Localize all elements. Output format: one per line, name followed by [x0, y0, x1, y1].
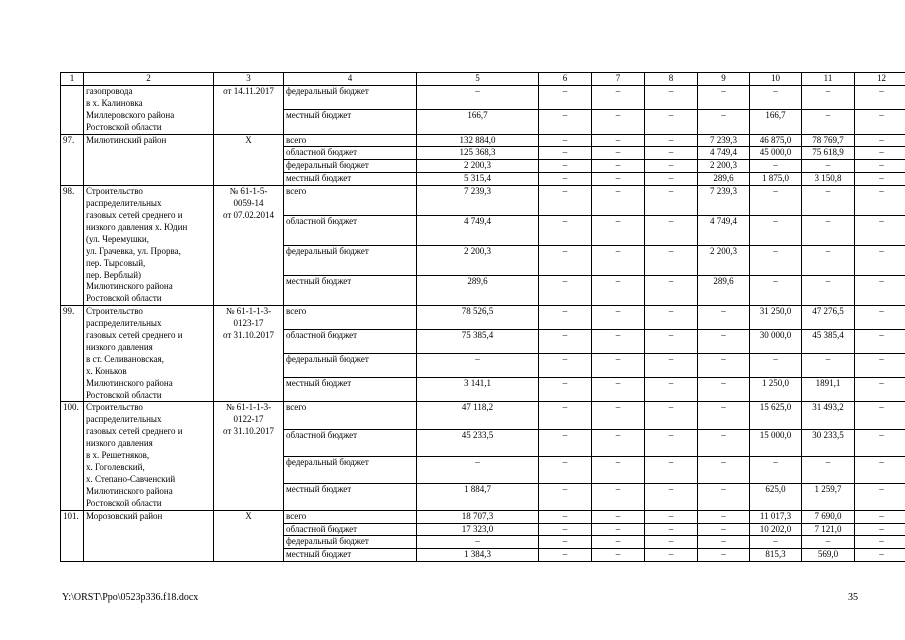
funding-source: федеральный бюджет [284, 85, 417, 109]
funding-source: федеральный бюджет [284, 536, 417, 549]
header-cell: 4 [284, 73, 417, 86]
amount-cell: – [592, 134, 645, 147]
amount-cell: 47 276,5 [802, 306, 855, 330]
amount-cell: – [539, 378, 592, 402]
amount-cell: – [645, 160, 698, 173]
amount-cell: – [750, 246, 802, 276]
amount-cell: – [539, 510, 592, 523]
object-name-line: Строительство [86, 186, 143, 197]
funding-source: всего [284, 186, 417, 216]
amount-cell: – [539, 276, 592, 306]
amount-cell: 1 259,7 [802, 483, 855, 510]
amount-cell: – [802, 160, 855, 173]
amount-cell: – [592, 330, 645, 354]
table-row [61, 186, 905, 216]
funding-source: областной бюджет [284, 330, 417, 354]
footer-page-number: 35 [848, 592, 858, 603]
amount-cell: 31 250,0 [750, 306, 802, 330]
amount-cell: – [802, 456, 855, 483]
amount-cell: – [802, 85, 855, 109]
amount-cell: – [539, 402, 592, 429]
document-reference [214, 85, 284, 134]
amount-cell: 132 884,0 [417, 134, 539, 147]
amount-cell: 4 749,4 [417, 216, 539, 246]
funding-source: федеральный бюджет [284, 456, 417, 483]
amount-cell: 625,0 [750, 483, 802, 510]
header-cell: 11 [802, 73, 855, 86]
object-name-line: (ул. Черемушки, [86, 233, 149, 244]
amount-cell: – [855, 429, 905, 456]
amount-cell: – [855, 456, 905, 483]
header-cell: 12 [855, 73, 905, 86]
amount-cell: – [698, 402, 750, 429]
amount-cell: – [855, 483, 905, 510]
amount-cell: – [645, 510, 698, 523]
funding-source: местный бюджет [284, 173, 417, 186]
amount-cell: – [855, 147, 905, 160]
table-row [61, 134, 905, 147]
amount-cell: – [698, 85, 750, 109]
object-name-line: распределительных [86, 318, 162, 329]
amount-cell: – [750, 276, 802, 306]
amount-cell: 2 200,3 [698, 160, 750, 173]
amount-cell: – [539, 306, 592, 330]
document-reference-line: от 14.11.2017 [223, 85, 274, 96]
header-cell: 10 [750, 73, 802, 86]
object-name-line: распределительных [86, 414, 162, 425]
amount-cell: – [855, 510, 905, 523]
amount-cell: 18 707,3 [417, 510, 539, 523]
amount-cell: – [645, 110, 698, 134]
amount-cell: – [645, 134, 698, 147]
object-name-line: Строительство [86, 306, 143, 317]
amount-cell: – [592, 510, 645, 523]
amount-cell: 75 385,4 [417, 330, 539, 354]
table-row [61, 85, 905, 109]
amount-cell: 78 769,7 [802, 134, 855, 147]
amount-cell: – [698, 429, 750, 456]
object-name-line: пер. Тырсовый, [86, 257, 146, 268]
object-name-line: газопровода [86, 85, 133, 96]
amount-cell: 815,3 [750, 549, 802, 562]
item-number: 98. [61, 186, 84, 306]
amount-cell: – [855, 330, 905, 354]
table-row [61, 306, 905, 330]
amount-cell: – [539, 186, 592, 216]
amount-cell: – [592, 402, 645, 429]
amount-cell: – [750, 536, 802, 549]
amount-cell: 78 526,5 [417, 306, 539, 330]
amount-cell: – [645, 429, 698, 456]
amount-cell: 289,6 [417, 276, 539, 306]
amount-cell: 45 233,5 [417, 429, 539, 456]
amount-cell: 45 385,4 [802, 330, 855, 354]
object-name-line: х. Гоголевский, [86, 462, 145, 472]
amount-cell: – [855, 216, 905, 246]
header-cell: 2 [84, 73, 214, 86]
amount-cell: – [698, 110, 750, 134]
object-name-line: распределительных [86, 198, 162, 209]
funding-source: местный бюджет [284, 110, 417, 134]
amount-cell: 15 000,0 [750, 429, 802, 456]
header-cell: 6 [539, 73, 592, 86]
object-name [84, 186, 214, 306]
object-name [84, 134, 214, 186]
object-name-line: Ростовской области [86, 497, 162, 508]
amount-cell: – [592, 186, 645, 216]
object-name-line: Милютинский район [86, 134, 167, 145]
amount-cell: – [698, 330, 750, 354]
amount-cell: – [592, 549, 645, 562]
amount-cell: – [855, 549, 905, 562]
header-cell: 7 [592, 73, 645, 86]
header-cell: 5 [417, 73, 539, 86]
amount-cell: 4 749,4 [698, 216, 750, 246]
amount-cell: – [417, 536, 539, 549]
document-reference-line: Х [245, 510, 252, 521]
object-name-line: Ростовской области [86, 121, 162, 132]
amount-cell: – [645, 276, 698, 306]
object-name-line: газовых сетей среднего и [86, 426, 183, 437]
amount-cell: 47 118,2 [417, 402, 539, 429]
header-row [61, 73, 905, 86]
document-reference-line: Х [245, 134, 252, 145]
amount-cell: – [539, 134, 592, 147]
document-reference [214, 134, 284, 186]
amount-cell: – [855, 402, 905, 429]
amount-cell: 1 884,7 [417, 483, 539, 510]
amount-cell: 15 625,0 [750, 402, 802, 429]
item-number: 97. [61, 134, 84, 186]
funding-source: местный бюджет [284, 483, 417, 510]
amount-cell: 289,6 [698, 173, 750, 186]
document-reference [214, 306, 284, 402]
object-name [84, 402, 214, 510]
amount-cell: – [592, 110, 645, 134]
amount-cell: – [750, 216, 802, 246]
amount-cell: – [592, 147, 645, 160]
document-reference [214, 402, 284, 510]
amount-cell: 7 690,0 [802, 510, 855, 523]
amount-cell: 2 200,3 [417, 160, 539, 173]
document-reference-line: от 07.02.2014 [222, 209, 275, 220]
amount-cell: – [539, 429, 592, 456]
funding-source: областной бюджет [284, 523, 417, 536]
object-name [84, 510, 214, 562]
funding-source: всего [284, 134, 417, 147]
header-cell: 3 [214, 73, 284, 86]
funding-source: областной бюджет [284, 429, 417, 456]
object-name [84, 85, 214, 134]
amount-cell: – [645, 354, 698, 378]
amount-cell: – [802, 276, 855, 306]
amount-cell: – [539, 160, 592, 173]
amount-cell: – [592, 246, 645, 276]
amount-cell: 45 000,0 [750, 147, 802, 160]
amount-cell: – [539, 85, 592, 109]
object-name-line: пер. Верблый) [86, 269, 142, 280]
amount-cell: 46 875,0 [750, 134, 802, 147]
header-cell: 9 [698, 73, 750, 86]
amount-cell: – [645, 85, 698, 109]
funding-source: федеральный бюджет [284, 354, 417, 378]
funding-source: всего [284, 306, 417, 330]
amount-cell: – [855, 246, 905, 276]
amount-cell: – [645, 536, 698, 549]
amount-cell: – [592, 536, 645, 549]
amount-cell: – [750, 354, 802, 378]
amount-cell: – [698, 483, 750, 510]
object-name-line: Морозовский район [86, 510, 163, 521]
amount-cell: – [592, 276, 645, 306]
amount-cell: – [855, 110, 905, 134]
header-cell: 1 [61, 73, 84, 86]
amount-cell: – [855, 378, 905, 402]
object-name-line: газовых сетей среднего и [86, 209, 183, 220]
amount-cell: 1 250,0 [750, 378, 802, 402]
amount-cell: 1891,1 [802, 378, 855, 402]
amount-cell: 569,0 [802, 549, 855, 562]
object-name-line: х. Степано-Савченский [86, 473, 176, 484]
object-name-line: Строительство [86, 402, 143, 413]
amount-cell: – [645, 246, 698, 276]
amount-cell: 31 493,2 [802, 402, 855, 429]
amount-cell: – [698, 306, 750, 330]
amount-cell: 7 239,3 [698, 186, 750, 216]
funding-source: местный бюджет [284, 378, 417, 402]
amount-cell: – [645, 306, 698, 330]
object-name-line: низкого давления [86, 438, 153, 449]
amount-cell: 2 200,3 [698, 246, 750, 276]
amount-cell: – [855, 306, 905, 330]
amount-cell: – [802, 186, 855, 216]
item-number [61, 85, 84, 134]
amount-cell: 1 875,0 [750, 173, 802, 186]
amount-cell: – [855, 276, 905, 306]
amount-cell: – [645, 402, 698, 429]
amount-cell: – [539, 523, 592, 536]
document-reference-line: от 31.10.2017 [222, 330, 275, 341]
amount-cell: – [645, 216, 698, 246]
amount-cell: – [592, 173, 645, 186]
budget-table [60, 72, 905, 562]
funding-source: местный бюджет [284, 276, 417, 306]
amount-cell: – [539, 110, 592, 134]
object-name-line: Милютинского района [86, 485, 173, 496]
item-number: 99. [61, 306, 84, 402]
header-cell: 8 [645, 73, 698, 86]
document-reference [214, 510, 284, 562]
amount-cell: – [750, 456, 802, 483]
object-name-line: газовых сетей среднего и [86, 330, 183, 341]
amount-cell: – [802, 536, 855, 549]
amount-cell: – [592, 523, 645, 536]
amount-cell: – [802, 110, 855, 134]
object-name-line: в х. Решетняков, [86, 450, 150, 461]
amount-cell: – [698, 510, 750, 523]
object-name-line: х. Коньков [86, 365, 127, 376]
object-name-line: в х. Калиновка [86, 97, 143, 108]
amount-cell: – [417, 85, 539, 109]
amount-cell: – [750, 160, 802, 173]
item-number: 100. [61, 402, 84, 510]
amount-cell: 17 323,0 [417, 523, 539, 536]
document-reference-line: 0123-17 [233, 318, 264, 329]
amount-cell: 10 202,0 [750, 523, 802, 536]
funding-source: всего [284, 510, 417, 523]
amount-cell: – [592, 354, 645, 378]
amount-cell: – [592, 456, 645, 483]
amount-cell: 7 239,3 [698, 134, 750, 147]
amount-cell: – [802, 354, 855, 378]
amount-cell: – [750, 186, 802, 216]
amount-cell: – [855, 173, 905, 186]
object-name-line: Милютинского района [86, 281, 173, 292]
amount-cell: – [539, 536, 592, 549]
object-name-line: ул. Грачевка, ул. Прорва, [86, 245, 181, 256]
object-name-line: Милютинского района [86, 377, 173, 388]
amount-cell: – [645, 186, 698, 216]
amount-cell: – [539, 483, 592, 510]
amount-cell: – [592, 483, 645, 510]
amount-cell: 289,6 [698, 276, 750, 306]
item-number: 101. [61, 510, 84, 562]
amount-cell: – [698, 523, 750, 536]
amount-cell: – [539, 147, 592, 160]
amount-cell: – [698, 549, 750, 562]
amount-cell: – [592, 429, 645, 456]
amount-cell: – [539, 456, 592, 483]
amount-cell: – [855, 536, 905, 549]
amount-cell: – [539, 354, 592, 378]
amount-cell: – [417, 456, 539, 483]
object-name-line: Ростовской области [86, 389, 162, 400]
document-reference-line: № 61-1-5- [229, 186, 268, 197]
footer-file-path: Y:\ORST\Ppo\0523p336.f18.docx [62, 592, 199, 603]
amount-cell: – [698, 378, 750, 402]
funding-source: местный бюджет [284, 549, 417, 562]
amount-cell: 1 384,3 [417, 549, 539, 562]
amount-cell: 7 239,3 [417, 186, 539, 216]
amount-cell: – [645, 483, 698, 510]
amount-cell: – [539, 216, 592, 246]
amount-cell: 11 017,3 [750, 510, 802, 523]
amount-cell: 2 200,3 [417, 246, 539, 276]
amount-cell: – [802, 246, 855, 276]
funding-source: федеральный бюджет [284, 246, 417, 276]
object-name-line: в ст. Селивановская, [86, 353, 164, 364]
amount-cell: – [698, 354, 750, 378]
amount-cell: – [645, 378, 698, 402]
funding-source: всего [284, 402, 417, 429]
amount-cell: – [539, 246, 592, 276]
amount-cell: 3 141,1 [417, 378, 539, 402]
amount-cell: – [802, 216, 855, 246]
amount-cell: – [539, 549, 592, 562]
amount-cell: – [539, 173, 592, 186]
amount-cell: 30 000,0 [750, 330, 802, 354]
amount-cell: – [592, 216, 645, 246]
funding-source: областной бюджет [284, 147, 417, 160]
document-reference-line: № 61-1-1-3- [225, 402, 272, 413]
document-reference [214, 186, 284, 306]
amount-cell: 75 618,9 [802, 147, 855, 160]
amount-cell: – [855, 85, 905, 109]
amount-cell: – [750, 85, 802, 109]
amount-cell: – [645, 173, 698, 186]
amount-cell: – [645, 456, 698, 483]
amount-cell: – [855, 134, 905, 147]
amount-cell: – [645, 523, 698, 536]
document-reference-line: № 61-1-1-3- [225, 306, 272, 317]
document-reference-line: 0059-14 [233, 198, 264, 209]
amount-cell: – [539, 330, 592, 354]
amount-cell: – [855, 354, 905, 378]
object-name-line: низкого давления х. Юдин [86, 221, 188, 232]
amount-cell: – [645, 549, 698, 562]
amount-cell: – [855, 160, 905, 173]
document-reference-line: 0122-17 [233, 414, 264, 425]
amount-cell: – [592, 160, 645, 173]
document-reference-line: от 31.10.2017 [222, 426, 275, 437]
amount-cell: – [592, 306, 645, 330]
amount-cell: 5 315,4 [417, 173, 539, 186]
amount-cell: 4 749,4 [698, 147, 750, 160]
amount-cell: – [645, 147, 698, 160]
amount-cell: – [698, 456, 750, 483]
amount-cell: – [855, 186, 905, 216]
object-name [84, 306, 214, 402]
object-name-line: низкого давления [86, 341, 153, 352]
amount-cell: – [645, 330, 698, 354]
funding-source: областной бюджет [284, 216, 417, 246]
amount-cell: – [592, 85, 645, 109]
amount-cell: 166,7 [417, 110, 539, 134]
object-name-line: Ростовской области [86, 293, 162, 304]
object-name-line: Миллеровского района [86, 109, 175, 120]
amount-cell: 7 121,0 [802, 523, 855, 536]
amount-cell: – [855, 523, 905, 536]
amount-cell: 3 150,8 [802, 173, 855, 186]
amount-cell: – [592, 378, 645, 402]
table-row [61, 510, 905, 523]
amount-cell: 125 368,3 [417, 147, 539, 160]
amount-cell: 166,7 [750, 110, 802, 134]
table-row [61, 402, 905, 429]
amount-cell: – [417, 354, 539, 378]
amount-cell: 30 233,5 [802, 429, 855, 456]
funding-source: федеральный бюджет [284, 160, 417, 173]
amount-cell: – [698, 536, 750, 549]
